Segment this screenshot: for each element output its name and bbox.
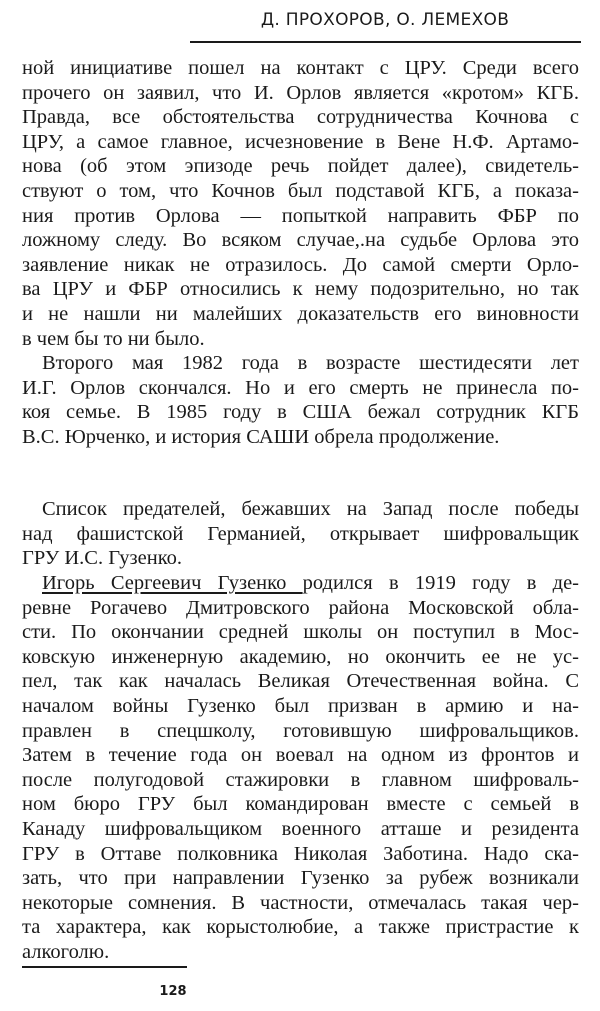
text-line: ния против Орлова — попыткой направить ФБР по bbox=[22, 204, 579, 227]
text-line: в чем бы то ни было. bbox=[22, 327, 205, 350]
paragraph-1 bbox=[22, 56, 579, 351]
text-line: И.Г. Орлов скончался. Но и его смерть не принесла по- bbox=[22, 376, 579, 399]
text-line: ной инициативе пошел на контакт с ЦРУ. Среди всего bbox=[22, 57, 579, 79]
text-line: Список предателей, бежавших на Запад после победы bbox=[42, 498, 579, 520]
text-line: Второго мая 1982 года в возрасте шестидесяти лет bbox=[42, 352, 579, 374]
text-line: прочего он заявил, что И. Орлов является «кротом» КГБ. bbox=[22, 81, 579, 104]
text-line: зать, что при направлении Гузенко за рубеж возникали bbox=[22, 867, 579, 890]
text-line-rest: родился в 1919 году в де- bbox=[302, 572, 579, 594]
text-line: пел, так как началась Великая Отечественная война. С bbox=[22, 670, 579, 693]
underlined-name: Игорь Сергеевич Гузенко bbox=[42, 572, 303, 594]
paragraph-3 bbox=[22, 497, 579, 571]
text-line: ревне Рогачево Дмитровского района Московской обла- bbox=[22, 596, 579, 619]
footer-rule bbox=[22, 966, 187, 968]
text-line: ва ЦРУ и ФБР относились к нему подозрительно, но так bbox=[22, 278, 579, 301]
text-line: ЦРУ, а самое главное, исчезновение в Вене Н.Ф. Артамо- bbox=[22, 130, 579, 153]
page-number: 128 bbox=[159, 984, 187, 999]
text-line: ном бюро ГРУ был командирован вместе с семьей в bbox=[22, 793, 579, 816]
text-line: алкоголю. bbox=[22, 940, 110, 963]
text-line: ГРУ И.С. Гузенко. bbox=[22, 547, 183, 570]
paragraph-2 bbox=[22, 351, 579, 449]
text-line: некоторые сомнения. В частности, отмечалась такая чер- bbox=[22, 891, 579, 914]
text-line: ковскую инженерную академию, но окончить ее не ус- bbox=[22, 645, 579, 668]
text-line: Затем в течение года он воевал на одном из фронтов и bbox=[22, 744, 579, 767]
text-line: ложному следу. Во всяком случае,.на судьбе Орлова это bbox=[22, 229, 579, 252]
text-line: коя семье. В 1985 году в США бежал сотрудник КГБ bbox=[22, 401, 579, 424]
text-line: и не нашли ни малейших доказательств его виновности bbox=[22, 302, 579, 325]
header-rule bbox=[190, 41, 581, 43]
text-line: Канаду шифровальщиком военного атташе и резидента bbox=[22, 817, 579, 840]
text-line: ствуют о том, что Кочнов был подставой КГБ, а показа- bbox=[22, 179, 579, 202]
running-head: Д. ПРОХОРОВ, О. ЛЕМЕХОВ bbox=[260, 10, 510, 30]
text-line: Правда, все обстоятельства сотрудничества Кочнова с bbox=[22, 106, 579, 129]
text-line: правлен в спецшколу, готовившую шифровальщиков. bbox=[22, 719, 579, 742]
text-line: сти. По окончании средней школы он поступил в Мос- bbox=[22, 621, 579, 644]
text-line bbox=[22, 571, 579, 596]
text-line: ГРУ в Оттаве полковника Николая Заботина. Надо ска- bbox=[22, 842, 579, 865]
text-line: заявление никак не отразилось. До самой смерти Орло- bbox=[22, 253, 579, 276]
text-line: нова (об этом эпизоде речь пойдет далее), свидетель- bbox=[22, 155, 579, 178]
text-line: после полугодовой стажировки в главном шифроваль- bbox=[22, 768, 579, 791]
text-line: В.С. Юрченко, и история САШИ обрела продолжение. bbox=[22, 425, 500, 448]
paragraph-4 bbox=[22, 571, 579, 965]
text-line: началом войны Гузенко был призван в армию и на- bbox=[22, 694, 579, 717]
text-line: та характера, как корыстолюбие, а также пристрастие к bbox=[22, 916, 579, 939]
text-line: над фашистской Германией, открывает шифровальщик bbox=[22, 522, 579, 545]
